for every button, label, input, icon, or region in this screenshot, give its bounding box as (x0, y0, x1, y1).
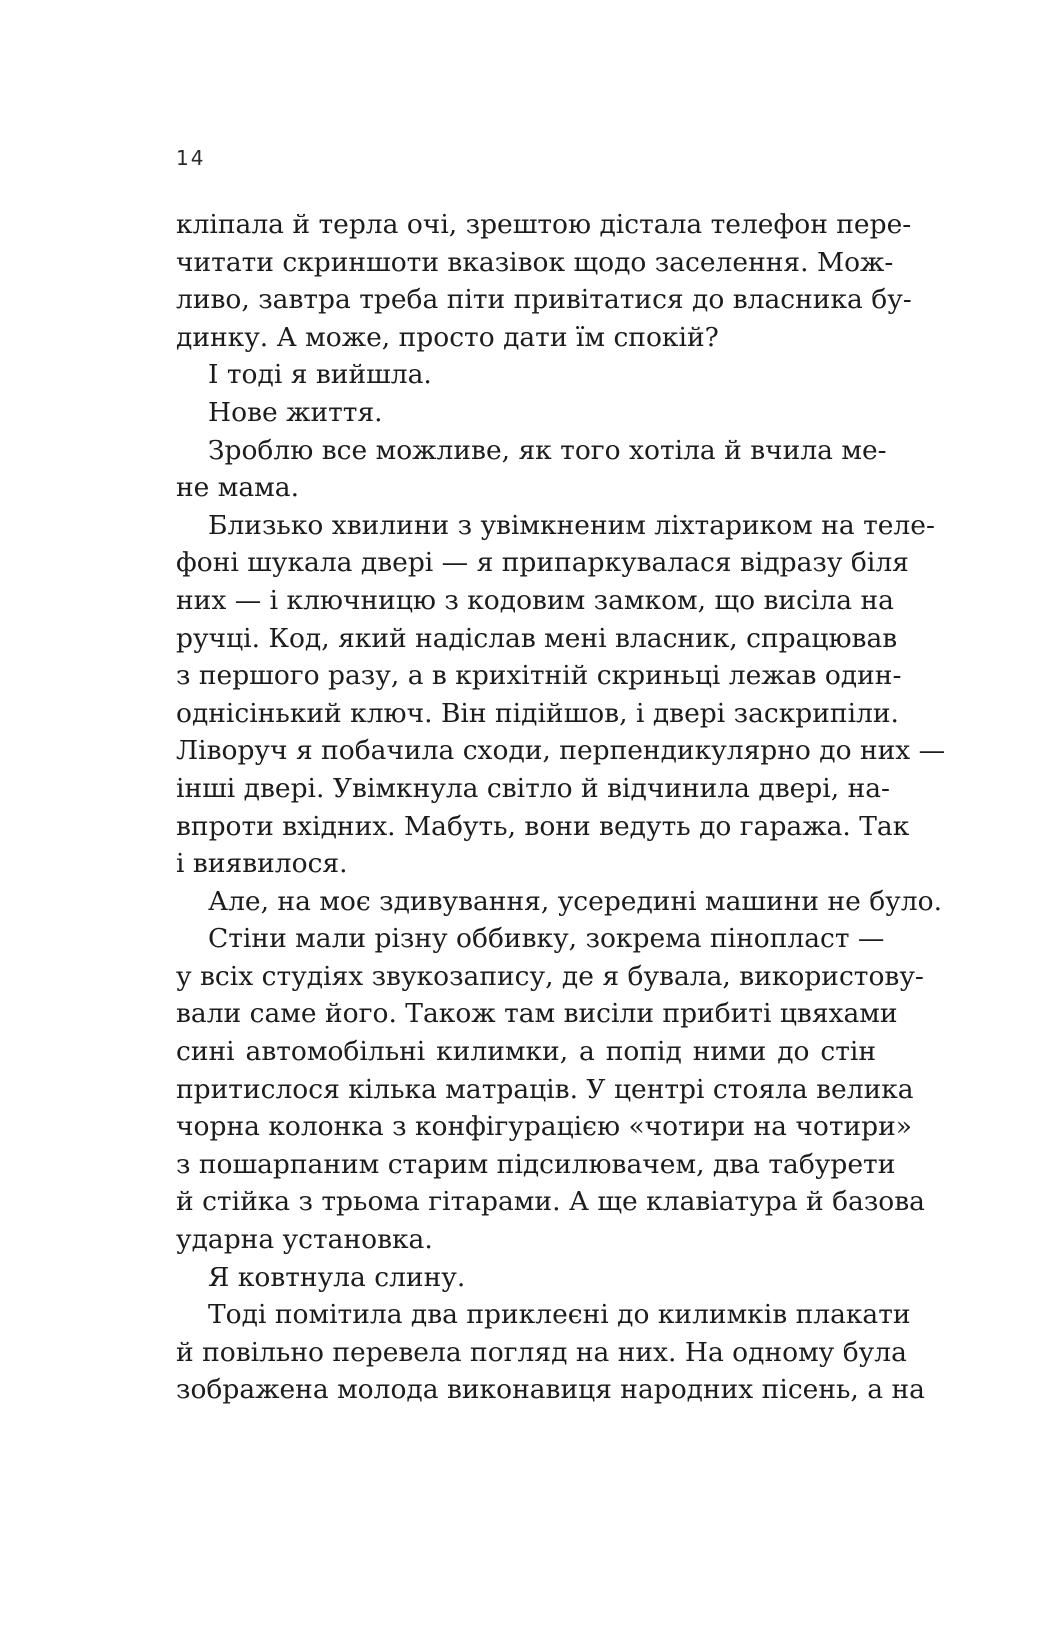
page-number: 14 (176, 146, 206, 170)
text-line: Нове життя. (208, 396, 383, 428)
text-line: з першого разу, а в крихітній скриньці лежав один- (176, 660, 902, 692)
text-line: сині автомобільні килимки, а попід ними до стін (176, 1036, 876, 1068)
text-line: читати скриншоти вказівок щодо заселення. Мож- (176, 246, 894, 278)
text-line: інші двері. Увімкнула світло й відчинила двері, на- (176, 772, 890, 804)
text-line: однісінький ключ. Він підійшов, і двері заскрипіли. (176, 697, 899, 729)
text-line: й повільно перевела погляд на них. На одному була (176, 1336, 907, 1368)
text-line: чорна колонка з конфігурацією «чотири на чотири» (176, 1111, 913, 1143)
text-line: Зроблю все можливе, як того хотіла й вчила ме- (208, 434, 887, 466)
text-line: кліпала й терла очі, зрештою дістала телефон пере- (176, 209, 912, 240)
text-line: й стійка з трьома гітарами. А ще клавіатура й базова (176, 1186, 925, 1218)
text-line: впроти вхідних. Мабуть, вони ведуть до гаража. Так (176, 810, 910, 842)
text-line: Але, на моє здивування, усередині машини не було. (208, 885, 942, 917)
text-line: притислося кілька матраців. У центрі стояла велика (176, 1073, 914, 1105)
text-line: Тоді помітила два приклеєні до килимків плакати (208, 1299, 911, 1331)
text-line: у всіх студіях звукозапису, де я бувала, використову- (176, 960, 924, 992)
text-line: з пошарпаним старим підсилювачем, два табурети (176, 1148, 896, 1180)
text-line: ударна установка. (176, 1224, 433, 1256)
text-line: не мама. (176, 472, 300, 504)
text-line: І тоді я вийшла. (208, 359, 432, 391)
text-line: Ліворуч я побачила сходи, перпендикулярно до них — (176, 735, 946, 767)
text-line: фоні шукала двері — я припаркувалася відразу біля (176, 547, 909, 579)
text-line: вали саме його. Також там висіли прибиті цвяхами (176, 998, 898, 1030)
text-line: і виявилося. (176, 848, 348, 880)
text-line: динку. А може, просто дати їм спокій? (176, 321, 719, 353)
text-line: Стіни мали різну оббивку, зокрема пінопласт — (208, 923, 885, 955)
text-line: Я ковтнула слину. (208, 1261, 466, 1293)
body-text (176, 206, 946, 1409)
text-line: них — і ключницю з кодовим замком, що висіла на (176, 584, 894, 616)
text-line: Близько хвилини з увімкненим ліхтариком на теле- (208, 509, 935, 541)
text-line: ливо, завтра треба піти привітатися до власника бу- (176, 284, 912, 316)
text-line: ручці. Код, який надіслав мені власник, спрацював (176, 622, 898, 654)
text-line: зображена молода виконавиця народних пісень, а на (176, 1374, 925, 1406)
